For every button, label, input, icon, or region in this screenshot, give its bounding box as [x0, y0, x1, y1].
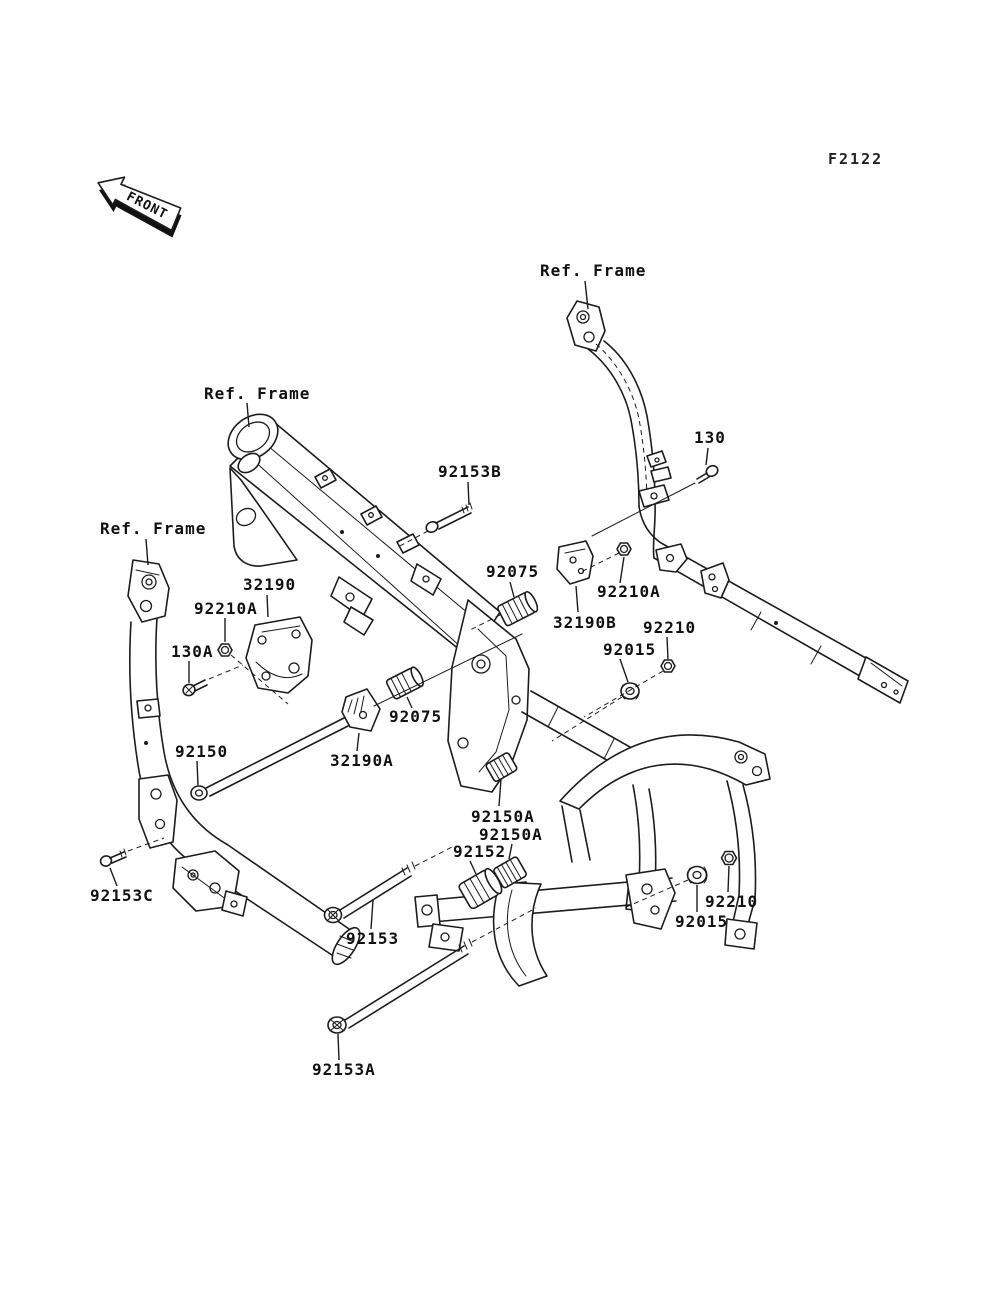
label-92210-bot: 92210	[705, 892, 759, 911]
label-92153A: 92153A	[312, 1060, 376, 1079]
collar-92075-top	[497, 590, 540, 626]
main-backbone	[219, 405, 500, 658]
washer-92015-bot	[688, 867, 708, 884]
label-130: 130	[694, 428, 726, 447]
label-92152: 92152	[453, 842, 507, 861]
bracket-32190B	[557, 541, 593, 584]
bolt-92153C	[99, 849, 126, 868]
label-92153: 92153	[346, 929, 400, 948]
washer-92150	[191, 786, 207, 800]
nut-92210A-left	[218, 644, 232, 656]
label-92150: 92150	[175, 742, 229, 761]
label-92210A-left: 92210A	[194, 599, 258, 618]
label-ref-frame-mid: Ref. Frame	[204, 384, 311, 403]
bolt-92153B	[424, 503, 472, 534]
front-arrow-label: FRONT	[123, 189, 170, 223]
label-92210A-right: 92210A	[597, 582, 661, 601]
label-ref-frame-top: Ref. Frame	[540, 261, 647, 280]
label-92015-bot: 92015	[675, 912, 729, 931]
front-arrow	[89, 168, 186, 241]
label-32190: 32190	[243, 575, 297, 594]
label-ref-frame-left: Ref. Frame	[100, 519, 207, 538]
clamp-32190A	[342, 689, 380, 731]
label-92210-top: 92210	[643, 618, 697, 637]
bolt-130A	[181, 680, 207, 698]
label-130A: 130A	[171, 642, 214, 661]
bolt-92153	[325, 862, 416, 923]
leader-lines	[110, 281, 729, 1060]
label-32190A: 32190A	[330, 751, 394, 770]
label-92150A-1: 92150A	[471, 807, 535, 826]
damper-92015-top	[621, 683, 639, 699]
nut-92210-bot	[722, 852, 737, 865]
label-92075-top: 92075	[486, 562, 540, 581]
label-92153B: 92153B	[438, 462, 502, 481]
bracket-32190	[246, 617, 312, 693]
label-92153C: 92153C	[90, 886, 154, 905]
label-92015-top: 92015	[603, 640, 657, 659]
lower-cross-member	[415, 869, 676, 986]
nut-92210-top	[661, 660, 675, 672]
label-92075-low: 92075	[389, 707, 443, 726]
label-32190B: 32190B	[553, 613, 617, 632]
drawing-code: F2122	[828, 150, 884, 168]
label-92150A-2: 92150A	[479, 825, 543, 844]
bolt-130	[697, 464, 720, 483]
collar-92075-low	[386, 666, 426, 700]
